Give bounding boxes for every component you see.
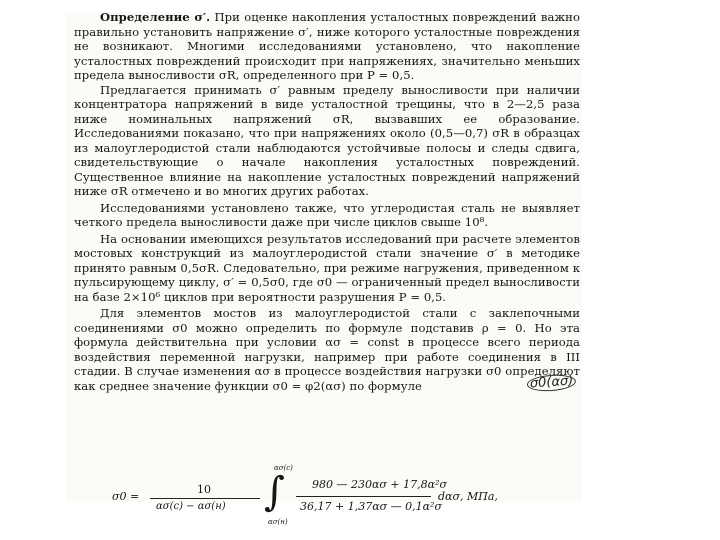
paragraph-2: Предлагается принимать σ′ равным пределу выносливости при наличии концентратора напряжений в виде усталостной трещины, что в 2—2,5 раза ниже номинальных напряжений σR, вызвавших ее образование. Исследованиями показано, что при напряжениях около (0,5—0,7) σR в образцах из малоуглеродистой стали наблюдаются устойчивые полосы и следы сдвига, свидетельствующие о начале накопления усталостных повреждений. Существенное влияние на накопление усталостных повреждений напряжений ниже σR отмечено и во многих других работах. [74, 82, 580, 198]
formula-coefficient-numerator: 10 [197, 483, 211, 496]
formula-denominator: 36,17 + 1,37ασ — 0,1α²σ [300, 500, 442, 513]
document-body [74, 10, 580, 393]
formula-lhs: σ0 = [112, 490, 140, 503]
handwritten-annotation: σ0(ασ) [526, 373, 575, 394]
paragraph-3: Исследованиями установлено также, что углеродистая сталь не выявляет четкого предела выносливости даже при числе циклов свыше 10⁸. [74, 200, 580, 229]
paragraph-1-text: При оценке накопления усталостных повреждений важно правильно установить напряжение σ′, ниже которого усталостные повреждения не возникают. Многими исследованиями установлено, что накопление усталостных повреждений происходит при напряжениях, значительно меньших предела выносливости σR, определенного при P = 0,5. [74, 10, 580, 82]
integral-lower-limit: ασ(н) [268, 518, 288, 526]
paragraph-5: Для элементов мостов из малоуглеродистой стали с заклепочными соединениями σ0 можно определить по формуле подставив ρ = 0. Но эта формула действительна при условии ασ = const в процессе всего периода воздействия переменной нагрузки, например при работе соединения в III стадии. В случае изменения ασ в процессе воздействия нагрузки σ0 определяют как среднее значение функции σ0 = φ2(ασ) по формуле [74, 306, 580, 393]
paragraph-definition [74, 10, 580, 83]
paragraph-4: На основании имеющихся результатов исследований при расчете элементов мостовых конструкций из малоуглеродистой стали значение σ′ в методике принято равным 0,5σR. Следовательно, при режиме нагружения, приведенном к пульсирующему циклу, σ′ = 0,5σ0, где σ0 — ограниченный предел выносливости на базе 2×10⁶ циклов при вероятности разрушения P = 0,5. [74, 231, 580, 304]
main-fraction-bar [296, 496, 431, 497]
integral-upper-limit: ασ(c) [274, 464, 293, 472]
integral-formula [112, 462, 532, 532]
definition-heading: Определение σ′. [100, 10, 211, 24]
formula-numerator: 980 — 230ασ + 17,8α²σ [312, 478, 447, 491]
coefficient-fraction-bar [150, 498, 260, 499]
integral-sign: ∫ [264, 469, 285, 515]
formula-tail: dασ, МПа, [438, 490, 498, 503]
formula-coefficient-denominator: ασ(c) − ασ(н) [156, 501, 226, 512]
